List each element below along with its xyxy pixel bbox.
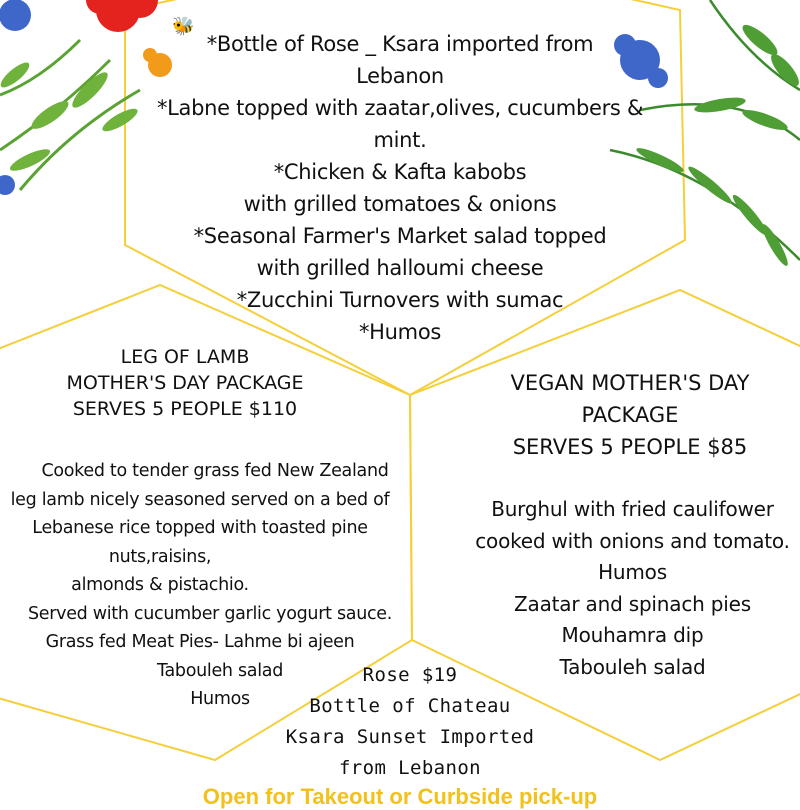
wine-line: from Lebanon — [338, 757, 482, 779]
wine-line: Rose $19 — [362, 664, 458, 686]
list-item: Cooked to tender grass fed New Zealand — [41, 461, 389, 481]
title-line: SERVES 5 PEOPLE $110 — [72, 398, 298, 420]
list-item: leg lamb nicely seasoned served on a bed of — [10, 489, 390, 510]
list-item: Lebanese rice topped with toasted pine — [32, 518, 368, 538]
wine-offer — [260, 660, 560, 784]
top-package-items — [120, 28, 680, 348]
list-item: almonds & pistachio. — [71, 575, 249, 595]
list-item: Mouhamra dip — [561, 623, 704, 647]
list-item: Humos — [190, 689, 250, 709]
list-item: cooked with onions and tomato. — [475, 528, 790, 553]
list-item: Lebanon — [356, 64, 444, 88]
list-item: Tabouleh salad — [559, 654, 706, 679]
title-line: SERVES 5 PEOPLE $85 — [512, 435, 748, 459]
list-item: Tabouleh salad — [156, 660, 284, 681]
list-item: with grilled tomatoes & onions — [243, 192, 557, 216]
title-line: PACKAGE — [581, 403, 679, 427]
list-item: *Labne topped with zaatar,olives, cucumbers & — [156, 96, 644, 120]
lamb-package-title — [40, 344, 330, 422]
list-item: Grass fed Meat Pies- Lahme bi ajeen — [45, 632, 355, 652]
wine-line: Ksara Sunset Imported — [285, 726, 535, 748]
list-item: nuts,raisins, — [108, 546, 212, 567]
wine-line: Bottle of Chateau — [309, 695, 511, 717]
vegan-package-title — [480, 367, 780, 463]
list-item: *Zucchini Turnovers with sumac — [236, 288, 564, 312]
list-item: *Chicken & Kafta kabobs — [273, 160, 527, 184]
list-item: *Humos — [358, 320, 442, 344]
list-item: with grilled halloumi cheese — [256, 256, 544, 280]
title-line: VEGAN MOTHER'S DAY — [510, 371, 750, 395]
title-line: LEG OF LAMB — [120, 346, 250, 368]
list-item: Burghul with fried caulifower — [491, 497, 774, 521]
list-item: Zaatar and spinach pies — [514, 591, 751, 616]
list-item: *Bottle of Rose _ Ksara imported from — [206, 32, 594, 56]
title-line: MOTHER'S DAY PACKAGE — [66, 372, 304, 394]
list-item: mint. — [373, 128, 427, 152]
list-item: Humos — [598, 560, 667, 584]
bee-icon: 🐝 — [172, 16, 195, 37]
list-item: Served with cucumber garlic yogurt sauce. — [27, 603, 393, 624]
takeout-banner: Open for Takeout or Curbside pick-up — [202, 784, 598, 809]
vegan-package-items — [470, 494, 795, 683]
list-item: *Seasonal Farmer's Market salad topped — [193, 224, 607, 248]
